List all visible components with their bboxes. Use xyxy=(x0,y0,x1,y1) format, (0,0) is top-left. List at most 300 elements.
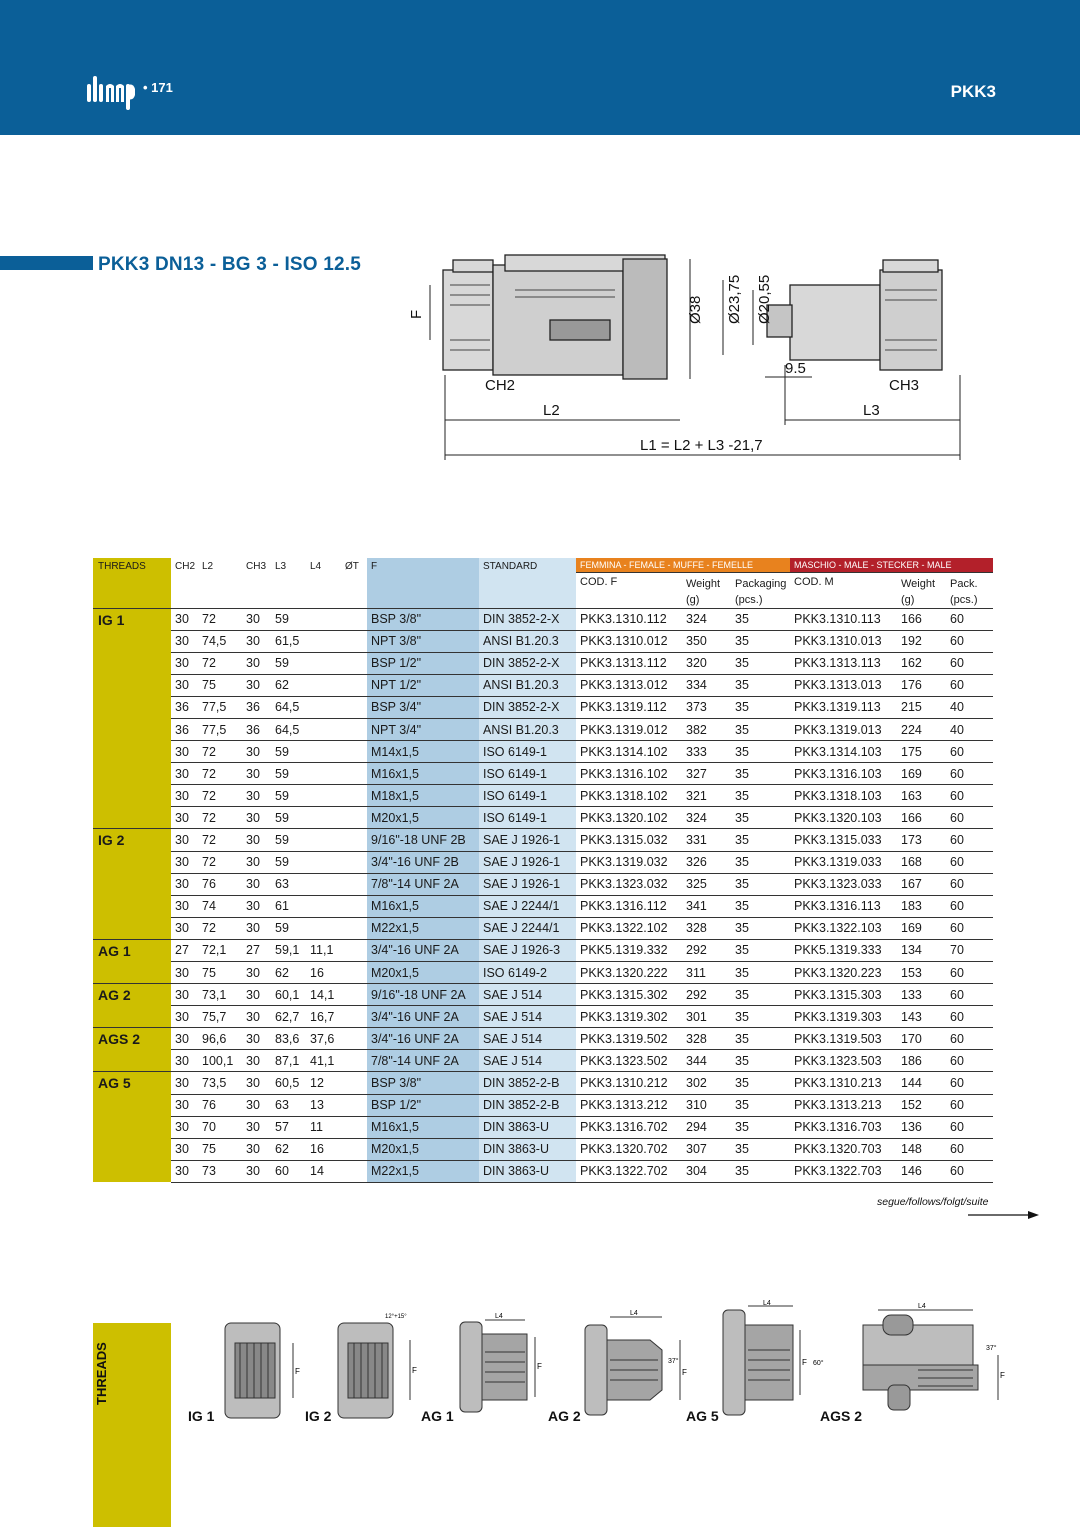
drawing-label-d2055: Ø20,55 xyxy=(756,274,773,324)
cell-ot xyxy=(341,873,367,895)
cell-ch2: 36 xyxy=(171,696,198,718)
section-accent-bar xyxy=(0,256,93,270)
cell-ot xyxy=(341,608,367,630)
cell-l3: 60 xyxy=(271,1160,306,1182)
header-ch2: CH2 xyxy=(171,558,198,608)
header-ot: ØT xyxy=(341,558,367,608)
cell-pack-m: 60 xyxy=(946,1116,993,1138)
cell-standard: DIN 3863-U xyxy=(479,1116,576,1138)
cell-cod-m: PKK5.1319.333 xyxy=(790,939,897,961)
cell-weight-f: 382 xyxy=(682,718,731,740)
cell-standard: SAE J 514 xyxy=(479,1050,576,1072)
cell-l3: 59 xyxy=(271,652,306,674)
thread-ig2-figure xyxy=(330,1310,425,1428)
cell-packaging-f: 35 xyxy=(731,962,790,984)
cell-l3: 59 xyxy=(271,829,306,851)
cell-cod-m: PKK3.1322.703 xyxy=(790,1160,897,1182)
cell-pack-m: 60 xyxy=(946,1160,993,1182)
cell-l3: 59 xyxy=(271,851,306,873)
cell-standard: DIN 3852-2-X xyxy=(479,652,576,674)
cell-weight-f: 344 xyxy=(682,1050,731,1072)
cell-cod-f: PKK3.1323.502 xyxy=(576,1050,682,1072)
cell-pack-m: 60 xyxy=(946,1138,993,1160)
cell-ch2: 30 xyxy=(171,1006,198,1028)
cell-cod-f: PKK3.1316.102 xyxy=(576,763,682,785)
cell-weight-m: 175 xyxy=(897,741,946,763)
cell-cod-f: PKK3.1319.112 xyxy=(576,696,682,718)
cell-pack-m: 60 xyxy=(946,962,993,984)
cell-cod-m: PKK3.1316.703 xyxy=(790,1116,897,1138)
thread-label-ag5: AG 5 xyxy=(686,1408,719,1424)
cell-f: M18x1,5 xyxy=(367,785,479,807)
thread-group-label: AG 1 xyxy=(93,939,171,983)
cell-l2: 75,7 xyxy=(198,1006,242,1028)
cell-f: 7/8"-14 UNF 2A xyxy=(367,1050,479,1072)
drawing-label-l3: L3 xyxy=(863,402,880,419)
svg-text:12°+15°: 12°+15° xyxy=(385,1314,407,1320)
cell-f: BSP 3/8" xyxy=(367,608,479,630)
cell-standard: SAE J 514 xyxy=(479,984,576,1006)
cell-cod-m: PKK3.1323.503 xyxy=(790,1050,897,1072)
cell-cod-m: PKK3.1320.223 xyxy=(790,962,897,984)
svg-text:F: F xyxy=(1000,1371,1005,1380)
table-row xyxy=(93,763,993,785)
cell-l3: 61 xyxy=(271,895,306,917)
cell-standard: DIN 3852-2-X xyxy=(479,608,576,630)
cell-cod-m: PKK3.1313.113 xyxy=(790,652,897,674)
cell-cod-f: PKK3.1323.032 xyxy=(576,873,682,895)
cell-ot xyxy=(341,1028,367,1050)
thread-group-label: IG 2 xyxy=(93,829,171,939)
thread-ag1-figure xyxy=(455,1312,555,1427)
cell-standard: SAE J 1926-1 xyxy=(479,851,576,873)
cell-packaging-f: 35 xyxy=(731,1050,790,1072)
cell-pack-m: 60 xyxy=(946,608,993,630)
cell-packaging-f: 35 xyxy=(731,807,790,829)
cell-packaging-f: 35 xyxy=(731,917,790,939)
cell-f: BSP 1/2" xyxy=(367,1094,479,1116)
table-header-row-1 xyxy=(93,558,993,572)
header-weight-f: Weight (g) xyxy=(682,572,731,608)
svg-text:37°: 37° xyxy=(986,1345,997,1352)
cell-l4 xyxy=(306,807,341,829)
cell-f: NPT 1/2" xyxy=(367,674,479,696)
svg-text:L4: L4 xyxy=(495,1313,503,1320)
table-row xyxy=(93,718,993,740)
thread-label-ag2: AG 2 xyxy=(548,1408,581,1424)
cell-pack-m: 60 xyxy=(946,1072,993,1094)
header-threads: THREADS xyxy=(93,558,171,608)
header-weight-m: Weight (g) xyxy=(897,572,946,608)
cell-standard: SAE J 514 xyxy=(479,1028,576,1050)
cell-packaging-f: 35 xyxy=(731,1116,790,1138)
svg-text:L4: L4 xyxy=(918,1303,926,1310)
cell-ot xyxy=(341,1160,367,1182)
cell-l2: 96,6 xyxy=(198,1028,242,1050)
cell-l3: 62 xyxy=(271,674,306,696)
cell-f: M16x1,5 xyxy=(367,895,479,917)
drawing-label-d38: Ø38 xyxy=(687,295,704,324)
cell-l2: 73 xyxy=(198,1160,242,1182)
cell-ch3: 30 xyxy=(242,962,271,984)
cell-l3: 57 xyxy=(271,1116,306,1138)
cell-cod-m: PKK3.1320.103 xyxy=(790,807,897,829)
table-row xyxy=(93,741,993,763)
thread-group-label: AG 2 xyxy=(93,984,171,1028)
cell-l4: 16 xyxy=(306,1138,341,1160)
cell-l2: 75 xyxy=(198,1138,242,1160)
cell-cod-f: PKK3.1319.032 xyxy=(576,851,682,873)
cell-pack-m: 60 xyxy=(946,917,993,939)
cell-l3: 59 xyxy=(271,741,306,763)
cell-weight-f: 325 xyxy=(682,873,731,895)
cell-pack-m: 60 xyxy=(946,1050,993,1072)
header-pack-m: Pack. (pcs.) xyxy=(946,572,993,608)
table-row xyxy=(93,1006,993,1028)
cell-l3: 60,5 xyxy=(271,1072,306,1094)
cell-f: 3/4"-16 UNF 2A xyxy=(367,1028,479,1050)
table-row xyxy=(93,608,993,630)
header-male-group: MASCHIO - MALE - STECKER - MALE xyxy=(790,558,993,572)
drawing-label-ch3: CH3 xyxy=(889,377,920,394)
cell-l3: 87,1 xyxy=(271,1050,306,1072)
cell-ch3: 30 xyxy=(242,851,271,873)
cell-l4 xyxy=(306,851,341,873)
cell-ch2: 30 xyxy=(171,1050,198,1072)
table-row xyxy=(93,939,993,961)
cell-packaging-f: 35 xyxy=(731,1072,790,1094)
cell-l2: 100,1 xyxy=(198,1050,242,1072)
cell-l4 xyxy=(306,895,341,917)
cell-l3: 64,5 xyxy=(271,718,306,740)
thread-ags2-figure xyxy=(858,1300,1008,1425)
cell-f: 3/4"-16 UNF 2A xyxy=(367,1006,479,1028)
cell-weight-f: 307 xyxy=(682,1138,731,1160)
cell-l4 xyxy=(306,608,341,630)
cell-l2: 73,5 xyxy=(198,1072,242,1094)
cell-f: 7/8"-14 UNF 2A xyxy=(367,873,479,895)
cell-ch2: 30 xyxy=(171,741,198,763)
cell-weight-f: 331 xyxy=(682,829,731,851)
cell-standard: SAE J 1926-1 xyxy=(479,873,576,895)
cell-standard: DIN 3852-2-X xyxy=(479,696,576,718)
cell-packaging-f: 35 xyxy=(731,1160,790,1182)
cell-ch3: 30 xyxy=(242,608,271,630)
cell-l4 xyxy=(306,873,341,895)
cell-l2: 72 xyxy=(198,741,242,763)
cell-f: M16x1,5 xyxy=(367,1116,479,1138)
cell-cod-m: PKK3.1315.303 xyxy=(790,984,897,1006)
cell-pack-m: 60 xyxy=(946,741,993,763)
cell-l3: 59 xyxy=(271,785,306,807)
cell-ch3: 36 xyxy=(242,696,271,718)
cell-packaging-f: 35 xyxy=(731,630,790,652)
cell-weight-m: 215 xyxy=(897,696,946,718)
cell-pack-m: 60 xyxy=(946,763,993,785)
threads-label: THREADS xyxy=(94,1342,109,1405)
cell-ch3: 30 xyxy=(242,785,271,807)
header-title: PKK3 xyxy=(950,82,996,101)
cell-ch3: 30 xyxy=(242,917,271,939)
cell-ch2: 30 xyxy=(171,763,198,785)
cell-ch3: 30 xyxy=(242,1072,271,1094)
cell-weight-f: 301 xyxy=(682,1006,731,1028)
cell-ch2: 30 xyxy=(171,1072,198,1094)
cell-f: M20x1,5 xyxy=(367,962,479,984)
cell-ch3: 30 xyxy=(242,1094,271,1116)
cell-packaging-f: 35 xyxy=(731,696,790,718)
thread-group-label: AG 5 xyxy=(93,1072,171,1182)
cell-l4 xyxy=(306,741,341,763)
cell-weight-f: 334 xyxy=(682,674,731,696)
cell-cod-m: PKK3.1319.503 xyxy=(790,1028,897,1050)
cell-packaging-f: 35 xyxy=(731,1006,790,1028)
cell-l4: 11 xyxy=(306,1116,341,1138)
cell-ot xyxy=(341,1072,367,1094)
cell-l2: 72,1 xyxy=(198,939,242,961)
cell-l4 xyxy=(306,917,341,939)
cell-ch2: 30 xyxy=(171,608,198,630)
cell-weight-m: 133 xyxy=(897,984,946,1006)
header-female-group: FEMMINA - FEMALE - MUFFE - FEMELLE xyxy=(576,558,790,572)
cell-weight-m: 183 xyxy=(897,895,946,917)
cell-l2: 76 xyxy=(198,873,242,895)
cell-l3: 59 xyxy=(271,917,306,939)
page-number: • 171 xyxy=(143,80,173,95)
spec-table-body xyxy=(93,608,993,1182)
cell-standard: DIN 3852-2-B xyxy=(479,1094,576,1116)
cell-cod-m: PKK3.1310.013 xyxy=(790,630,897,652)
cell-l2: 72 xyxy=(198,608,242,630)
continued-note: segue/follows/folgt/suite xyxy=(877,1196,989,1208)
cell-cod-f: PKK3.1310.012 xyxy=(576,630,682,652)
cell-l2: 75 xyxy=(198,674,242,696)
thread-label-ags2: AGS 2 xyxy=(820,1408,863,1424)
cell-weight-f: 324 xyxy=(682,608,731,630)
cell-f: NPT 3/8" xyxy=(367,630,479,652)
cell-weight-f: 373 xyxy=(682,696,731,718)
cell-weight-m: 148 xyxy=(897,1138,946,1160)
cell-l2: 74,5 xyxy=(198,630,242,652)
cell-ot xyxy=(341,962,367,984)
cell-weight-m: 173 xyxy=(897,829,946,851)
thread-ig1-figure xyxy=(215,1318,305,1428)
cell-cod-f: PKK3.1320.102 xyxy=(576,807,682,829)
cell-cod-f: PKK3.1313.112 xyxy=(576,652,682,674)
cell-ot xyxy=(341,829,367,851)
cell-cod-m: PKK3.1316.113 xyxy=(790,895,897,917)
cell-weight-m: 169 xyxy=(897,917,946,939)
cell-l3: 61,5 xyxy=(271,630,306,652)
cell-f: M20x1,5 xyxy=(367,1138,479,1160)
cell-pack-m: 60 xyxy=(946,630,993,652)
cell-ch3: 30 xyxy=(242,1116,271,1138)
cell-standard: ANSI B1.20.3 xyxy=(479,674,576,696)
table-row xyxy=(93,1072,993,1094)
cell-cod-m: PKK3.1319.033 xyxy=(790,851,897,873)
cell-cod-f: PKK3.1319.012 xyxy=(576,718,682,740)
cell-packaging-f: 35 xyxy=(731,939,790,961)
svg-text:F: F xyxy=(412,1366,417,1375)
cell-ch2: 30 xyxy=(171,674,198,696)
cell-l2: 74 xyxy=(198,895,242,917)
drawing-label-l2: L2 xyxy=(543,402,560,419)
cell-ot xyxy=(341,1116,367,1138)
cell-cod-f: PKK3.1320.222 xyxy=(576,962,682,984)
cell-ch3: 30 xyxy=(242,873,271,895)
cell-packaging-f: 35 xyxy=(731,984,790,1006)
cell-l3: 62 xyxy=(271,1138,306,1160)
cell-f: M22x1,5 xyxy=(367,917,479,939)
cell-cod-f: PKK3.1318.102 xyxy=(576,785,682,807)
cell-standard: ISO 6149-1 xyxy=(479,807,576,829)
cell-ch2: 36 xyxy=(171,718,198,740)
cell-ch3: 30 xyxy=(242,1160,271,1182)
table-row xyxy=(93,696,993,718)
cell-weight-f: 320 xyxy=(682,652,731,674)
cell-l4 xyxy=(306,763,341,785)
cell-packaging-f: 35 xyxy=(731,674,790,696)
cell-cod-m: PKK3.1319.303 xyxy=(790,1006,897,1028)
cell-ch3: 30 xyxy=(242,1050,271,1072)
cell-weight-m: 146 xyxy=(897,1160,946,1182)
cell-weight-f: 328 xyxy=(682,917,731,939)
cell-packaging-f: 35 xyxy=(731,1138,790,1160)
cell-l2: 75 xyxy=(198,962,242,984)
cell-cod-f: PKK3.1313.212 xyxy=(576,1094,682,1116)
thread-group-label: AGS 2 xyxy=(93,1028,171,1072)
cell-pack-m: 60 xyxy=(946,895,993,917)
drawing-formula: L1 = L2 + L3 -21,7 xyxy=(640,437,763,454)
cell-cod-f: PKK3.1319.502 xyxy=(576,1028,682,1050)
cell-standard: SAE J 1926-1 xyxy=(479,829,576,851)
cell-weight-m: 167 xyxy=(897,873,946,895)
cell-ch2: 30 xyxy=(171,984,198,1006)
cell-weight-f: 350 xyxy=(682,630,731,652)
cell-cod-f: PKK3.1319.302 xyxy=(576,1006,682,1028)
cell-l3: 59 xyxy=(271,608,306,630)
cell-pack-m: 60 xyxy=(946,829,993,851)
cell-cod-f: PKK3.1310.112 xyxy=(576,608,682,630)
cell-l2: 72 xyxy=(198,763,242,785)
cell-f: BSP 3/8" xyxy=(367,1072,479,1094)
cell-ch3: 27 xyxy=(242,939,271,961)
cell-ch3: 30 xyxy=(242,895,271,917)
cell-l2: 72 xyxy=(198,829,242,851)
cell-pack-m: 60 xyxy=(946,1094,993,1116)
cell-ch2: 30 xyxy=(171,785,198,807)
cell-cod-f: PKK5.1319.332 xyxy=(576,939,682,961)
cell-l2: 72 xyxy=(198,652,242,674)
table-row xyxy=(93,917,993,939)
cell-l2: 72 xyxy=(198,917,242,939)
thread-ag5-figure xyxy=(718,1300,833,1425)
table-row xyxy=(93,674,993,696)
cell-ch2: 30 xyxy=(171,917,198,939)
cell-ot xyxy=(341,718,367,740)
brand-logo xyxy=(85,72,137,110)
cell-weight-m: 168 xyxy=(897,851,946,873)
page-header xyxy=(0,0,1080,135)
coupling-technical-drawing xyxy=(405,245,985,470)
cell-ot xyxy=(341,696,367,718)
svg-text:L4: L4 xyxy=(763,1300,771,1307)
cell-cod-f: PKK3.1314.102 xyxy=(576,741,682,763)
thread-ag2-figure xyxy=(580,1305,690,1425)
cell-cod-f: PKK3.1313.012 xyxy=(576,674,682,696)
cell-ot xyxy=(341,807,367,829)
cell-cod-f: PKK3.1322.702 xyxy=(576,1160,682,1182)
cell-packaging-f: 35 xyxy=(731,851,790,873)
cell-pack-m: 40 xyxy=(946,696,993,718)
header-standard: STANDARD xyxy=(479,558,576,608)
cell-ot xyxy=(341,939,367,961)
cell-cod-m: PKK3.1323.033 xyxy=(790,873,897,895)
cell-l2: 76 xyxy=(198,1094,242,1116)
cell-l4: 12 xyxy=(306,1072,341,1094)
svg-text:F: F xyxy=(295,1367,300,1376)
cell-cod-m: PKK3.1320.703 xyxy=(790,1138,897,1160)
cell-weight-f: 304 xyxy=(682,1160,731,1182)
cell-weight-f: 333 xyxy=(682,741,731,763)
table-row xyxy=(93,873,993,895)
cell-weight-m: 192 xyxy=(897,630,946,652)
table-row xyxy=(93,652,993,674)
cell-f: 9/16"-18 UNF 2B xyxy=(367,829,479,851)
cell-cod-m: PKK3.1313.213 xyxy=(790,1094,897,1116)
cell-weight-m: 134 xyxy=(897,939,946,961)
svg-text:37°: 37° xyxy=(668,1358,679,1365)
cell-cod-m: PKK3.1319.013 xyxy=(790,718,897,740)
cell-standard: ISO 6149-1 xyxy=(479,785,576,807)
cell-weight-m: 166 xyxy=(897,807,946,829)
cell-cod-f: PKK3.1320.702 xyxy=(576,1138,682,1160)
cell-ot xyxy=(341,785,367,807)
cell-l3: 62,7 xyxy=(271,1006,306,1028)
table-row xyxy=(93,807,993,829)
cell-ch2: 30 xyxy=(171,807,198,829)
cell-ch3: 30 xyxy=(242,652,271,674)
table-row xyxy=(93,895,993,917)
cell-ot xyxy=(341,763,367,785)
cell-pack-m: 60 xyxy=(946,785,993,807)
cell-l2: 73,1 xyxy=(198,984,242,1006)
table-row xyxy=(93,630,993,652)
cell-packaging-f: 35 xyxy=(731,895,790,917)
table-row xyxy=(93,1094,993,1116)
cell-cod-f: PKK3.1315.302 xyxy=(576,984,682,1006)
header-l4: L4 xyxy=(306,558,341,608)
cell-l3: 60,1 xyxy=(271,984,306,1006)
cell-standard: SAE J 2244/1 xyxy=(479,895,576,917)
cell-cod-m: PKK3.1319.113 xyxy=(790,696,897,718)
cell-l3: 59,1 xyxy=(271,939,306,961)
cell-packaging-f: 35 xyxy=(731,1028,790,1050)
cell-ch2: 30 xyxy=(171,962,198,984)
cell-f: 3/4"-16 UNF 2A xyxy=(367,939,479,961)
cell-weight-f: 292 xyxy=(682,939,731,961)
cell-weight-m: 163 xyxy=(897,785,946,807)
cell-l3: 64,5 xyxy=(271,696,306,718)
thread-label-ig1: IG 1 xyxy=(188,1408,215,1424)
cell-f: 9/16"-18 UNF 2A xyxy=(367,984,479,1006)
cell-l3: 63 xyxy=(271,1094,306,1116)
cell-standard: SAE J 514 xyxy=(479,1006,576,1028)
cell-standard: SAE J 2244/1 xyxy=(479,917,576,939)
cell-l4: 11,1 xyxy=(306,939,341,961)
cell-ot xyxy=(341,984,367,1006)
cell-packaging-f: 35 xyxy=(731,763,790,785)
